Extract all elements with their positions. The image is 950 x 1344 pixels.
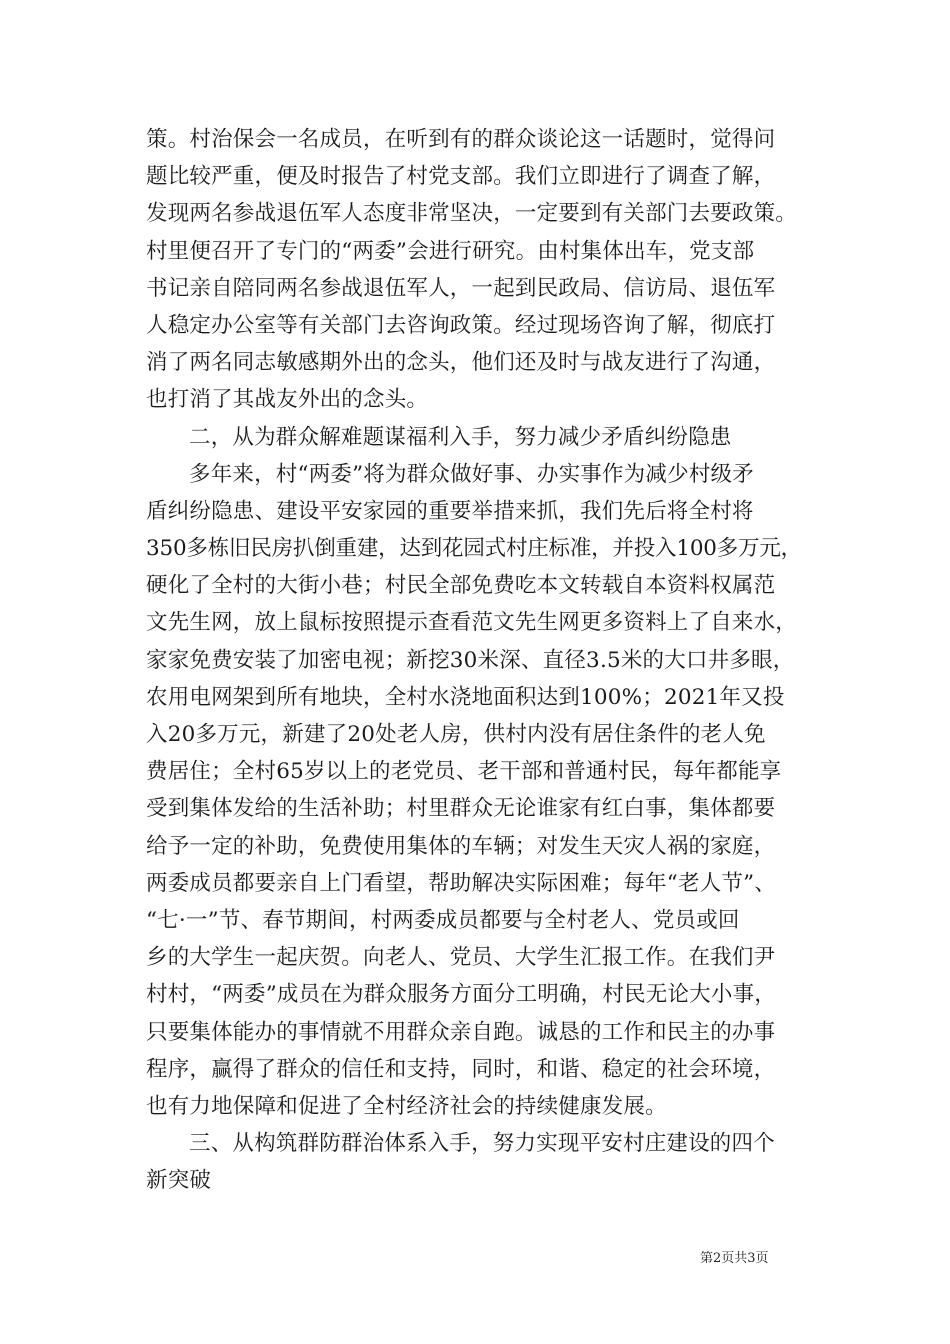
text-line: 入20多万元，新建了20处老人房，供村内没有居住条件的老人免	[146, 722, 766, 747]
text-line: 程序，赢得了群众的信任和支持，同时，和谐、稳定的社会环境，	[146, 1056, 776, 1082]
text-line: 村里便召开了专门的“两委”会进行研究。由村集体出车，党支部	[146, 238, 755, 264]
text-line: 硬化了全村的大街小巷；村民全部免费吃本文转载自本资料权属范	[146, 573, 776, 599]
page-number: 第2页共3页	[700, 1251, 769, 1266]
text-line: 也打消了其战友外出的念头。	[146, 387, 429, 413]
text-line: 文先生网，放上鼠标按照提示查看范文先生网更多资料上了自来水，	[146, 610, 798, 636]
text-line: 人稳定办公室等有关部门去咨询政策。经过现场咨询了解，彻底打	[146, 312, 776, 338]
text-line: 书记亲自陪同两名参战退伍军人，一起到民政局、信访局、退伍军	[146, 275, 776, 301]
body-text	[146, 121, 806, 1199]
text-line: 村村，“两委”成员在为群众服务方面分工明确，村民无论大小事，	[146, 982, 776, 1008]
text-line: 也有力地保障和促进了全村经济社会的持续健康发展。	[146, 1093, 667, 1119]
text-line: “七·一”节、春节期间，村两委成员都要与全村老人、党员或回	[146, 907, 740, 933]
text-line: 受到集体发给的生活补助；村里群众无论谁家有红白事，集体都要	[146, 796, 776, 822]
text-line: 两委成员都要亲自上门看望，帮助解决实际困难；每年“老人节”、	[146, 870, 776, 896]
text-line: 多年来，村“两委”将为群众做好事、办实事作为减少村级矛	[189, 461, 754, 487]
text-line: 家家免费安装了加密电视；新挖30米深、直径3.5米的大口井多眼，	[146, 647, 795, 673]
text-line: 策。村治保会一名成员，在听到有的群众谈论这一话题时，觉得问	[146, 127, 776, 152]
text-line: 只要集体能办的事情就不用群众亲自跑。诚恳的工作和民主的办事	[146, 1019, 776, 1045]
text-line: 费居住；全村65岁以上的老党员、老干部和普通村民，每年都能享	[146, 759, 782, 785]
text-line: 消了两名同志敏感期外出的念头，他们还及时与战友进行了沟通，	[146, 350, 776, 376]
section-heading-2: 二，从为群众解难题谋福利入手，努力减少矛盾纠纷隐患	[189, 424, 732, 450]
text-line: 题比较严重，便及时报告了村党支部。我们立即进行了调查了解，	[146, 164, 776, 190]
section-heading-3: 三、从构筑群防群治体系入手，努力实现平安村庄建设的四个	[189, 1131, 775, 1157]
text-line: 350多栋旧民房扒倒重建，达到花园式村庄标准，并投入100多万元，	[146, 536, 802, 562]
text-line: 盾纠纷隐患、建设平安家园的重要举措来抓，我们先后将全村将	[146, 498, 754, 524]
text-line: 给予一定的补助，免费使用集体的车辆；对发生天灾人祸的家庭，	[146, 833, 776, 859]
text-line: 新突破	[146, 1168, 212, 1194]
text-line: 发现两名参战退伍军人态度非常坚决，一定要到有关部门去要政策。	[146, 201, 798, 227]
text-line: 乡的大学生一起庆贺。向老人、党员、大学生汇报工作。在我们尹	[146, 945, 776, 971]
text-line: 农用电网架到所有地块，全村水浇地面积达到100%；2021年又投	[146, 684, 785, 710]
